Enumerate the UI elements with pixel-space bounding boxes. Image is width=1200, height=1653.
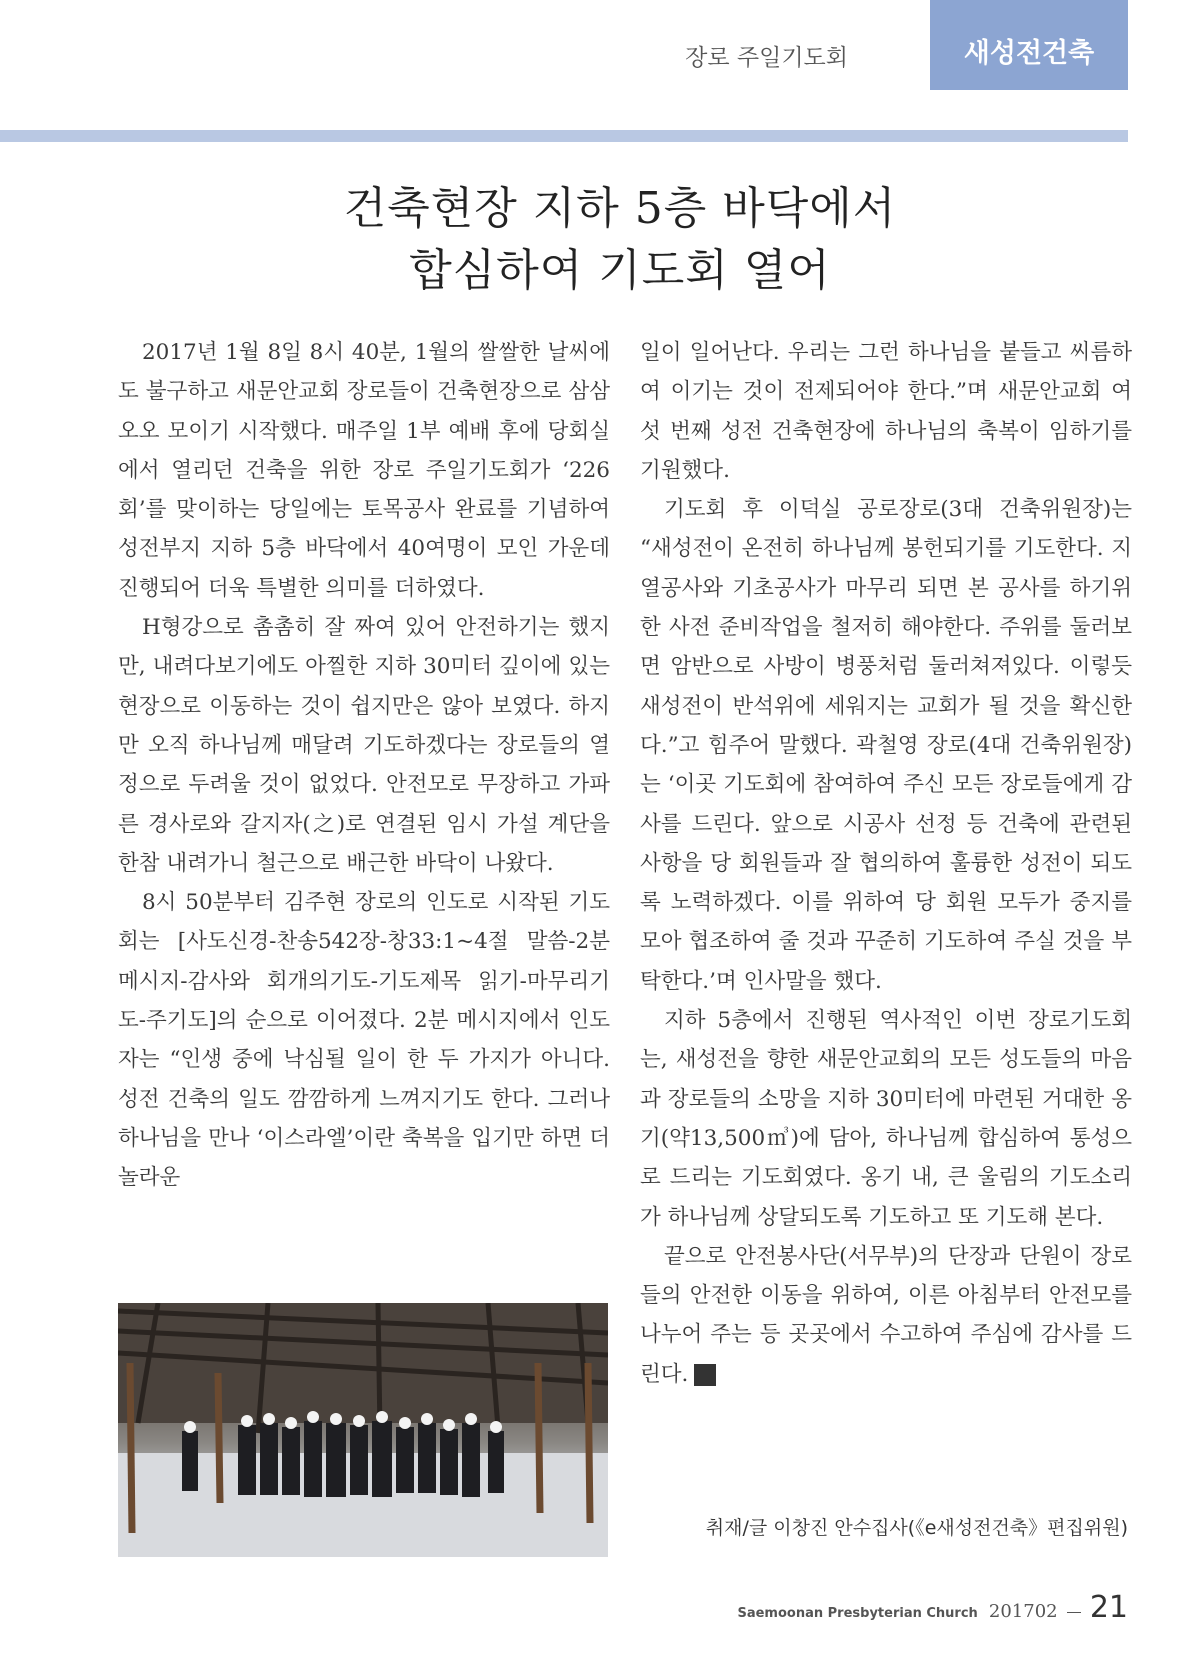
section-label: 장로 주일기도회 xyxy=(685,45,848,71)
page-number: 21 xyxy=(1089,1590,1128,1625)
title-line-1: 건축현장 지하 5층 바닥에서 xyxy=(343,183,897,234)
article-title xyxy=(0,178,1200,302)
article-paragraph: 2017년 1월 8일 8시 40분, 1월의 쌀쌀한 날씨에도 불구하고 새문안교회 장로들이 건축현장으로 삼삼오오 모이기 시작했다. 매주일 1부 예배 후에 당회실에서 열리던 건축을 위한 장로 주일기도회가 ‘226회’를 맞이하는 당일에는 토목공사 완료를 기념하여 성전부지 지하 5층 바닥에서 40여명이 모인 가운데 진행되어 더욱 특별한 의미를 더하였다. xyxy=(118,340,610,601)
footer-church-name: Saemoonan Presbyterian Church xyxy=(737,1606,978,1621)
article-column-right xyxy=(640,333,1132,1394)
footer-separator xyxy=(1067,1612,1081,1613)
section-tab xyxy=(930,0,1128,90)
end-mark-icon: 새 xyxy=(694,1364,716,1386)
page-footer xyxy=(620,1590,1128,1625)
article-paragraph: 지하 5층에서 진행된 역사적인 이번 장로기도회는, 새성전을 향한 새문안교회의 모든 성도들의 마음과 장로들의 소망을 지하 30미터에 마련된 거대한 옹기(약13,500㎥)에 담아, 하나님께 합심하여 통성으로 드리는 기도회였다. 옹기 내, 큰 울림의 기도소리가 하나님께 상달되도록 기도하고 또 기도해 본다. xyxy=(640,1008,1132,1230)
article-paragraph: 일이 일어난다. 우리는 그런 하나님을 붙들고 씨름하여 이기는 것이 전제되어야 한다.”며 새문안교회 여섯 번째 성전 건축현장에 하나님의 축복이 임하기를 기원했다. xyxy=(640,340,1132,483)
article-paragraph: H형강으로 촘촘히 잘 짜여 있어 안전하기는 했지만, 내려다보기에도 아찔한 지하 30미터 깊이에 있는 현장으로 이동하는 것이 쉽지만은 않아 보였다. 하지만 오직 하나님께 매달려 기도하겠다는 장로들의 열정으로 두려울 것이 없었다. 안전모로 무장하고 가파른 경사로와 갈지자(之)로 연결된 임시 가설 계단을 한참 내려가니 철근으로 배근한 바닥이 나왔다. xyxy=(118,615,610,876)
article-paragraph-text: 끝으로 안전봉사단(서무부)의 단장과 단원이 장로들의 안전한 이동을 위하여, 이른 아침부터 안전모를 나누어 주는 등 곳곳에서 수고하여 주심에 감사를 드린다. xyxy=(640,1243,1132,1387)
construction-site-illustration xyxy=(118,1303,608,1557)
article-credit: 취재/글 이창진 안수집사(《e새성전건축》편집위원) xyxy=(705,1517,1128,1539)
footer-issue-date: 201702 xyxy=(988,1601,1058,1622)
article-paragraph: 8시 50분부터 김주현 장로의 인도로 시작된 기도회는 [사도신경-찬송542장-창33:1~4절 말씀-2분 메시지-감사와 회개의기도-기도제목 읽기-마무리기도-주기도]의 순으로 이어졌다. 2분 메시지에서 인도자는 “인생 중에 낙심될 일이 한 두 가지가 아니다. 성전 건축의 일도 깜깜하게 느껴지기도 한다. 그러나 하나님을 만나 ‘이스라엘’이란 축복을 입기만 하면 더 놀라운 xyxy=(118,890,610,1191)
header-divider xyxy=(0,130,1128,142)
prayer-meeting-photo xyxy=(118,1303,608,1557)
article-column-left xyxy=(118,333,610,1198)
article-paragraph-last xyxy=(640,1237,1132,1394)
section-tab-label: 새성전건축 xyxy=(963,37,1095,69)
article-paragraph: 기도회 후 이덕실 공로장로(3대 건축위원장)는 “새성전이 온전히 하나님께 봉헌되기를 기도한다. 지열공사와 기초공사가 마무리 되면 본 공사를 하기위한 사전 준비작업을 철저히 해야한다. 주위를 둘러보면 암반으로 사방이 병풍처럼 둘러쳐져있다. 이렇듯 새성전이 반석위에 세워지는 교회가 될 것을 확신한다.”고 힘주어 말했다. 곽철영 장로(4대 건축위원장)는 ‘이곳 기도회에 참여하여 주신 모든 장로들에게 감사를 드린다. 앞으로 시공사 선정 등 건축에 관련된 사항을 당 회원들과 잘 협의하여 훌륭한 성전이 되도록 노력하겠다. 이를 위하여 당 회원 모두가 중지를 모아 협조하여 줄 것과 꾸준히 기도하여 주실 것을 부탁한다.’며 인사말을 했다. xyxy=(640,497,1132,994)
title-line-2: 합심하여 기도회 열어 xyxy=(409,245,831,296)
